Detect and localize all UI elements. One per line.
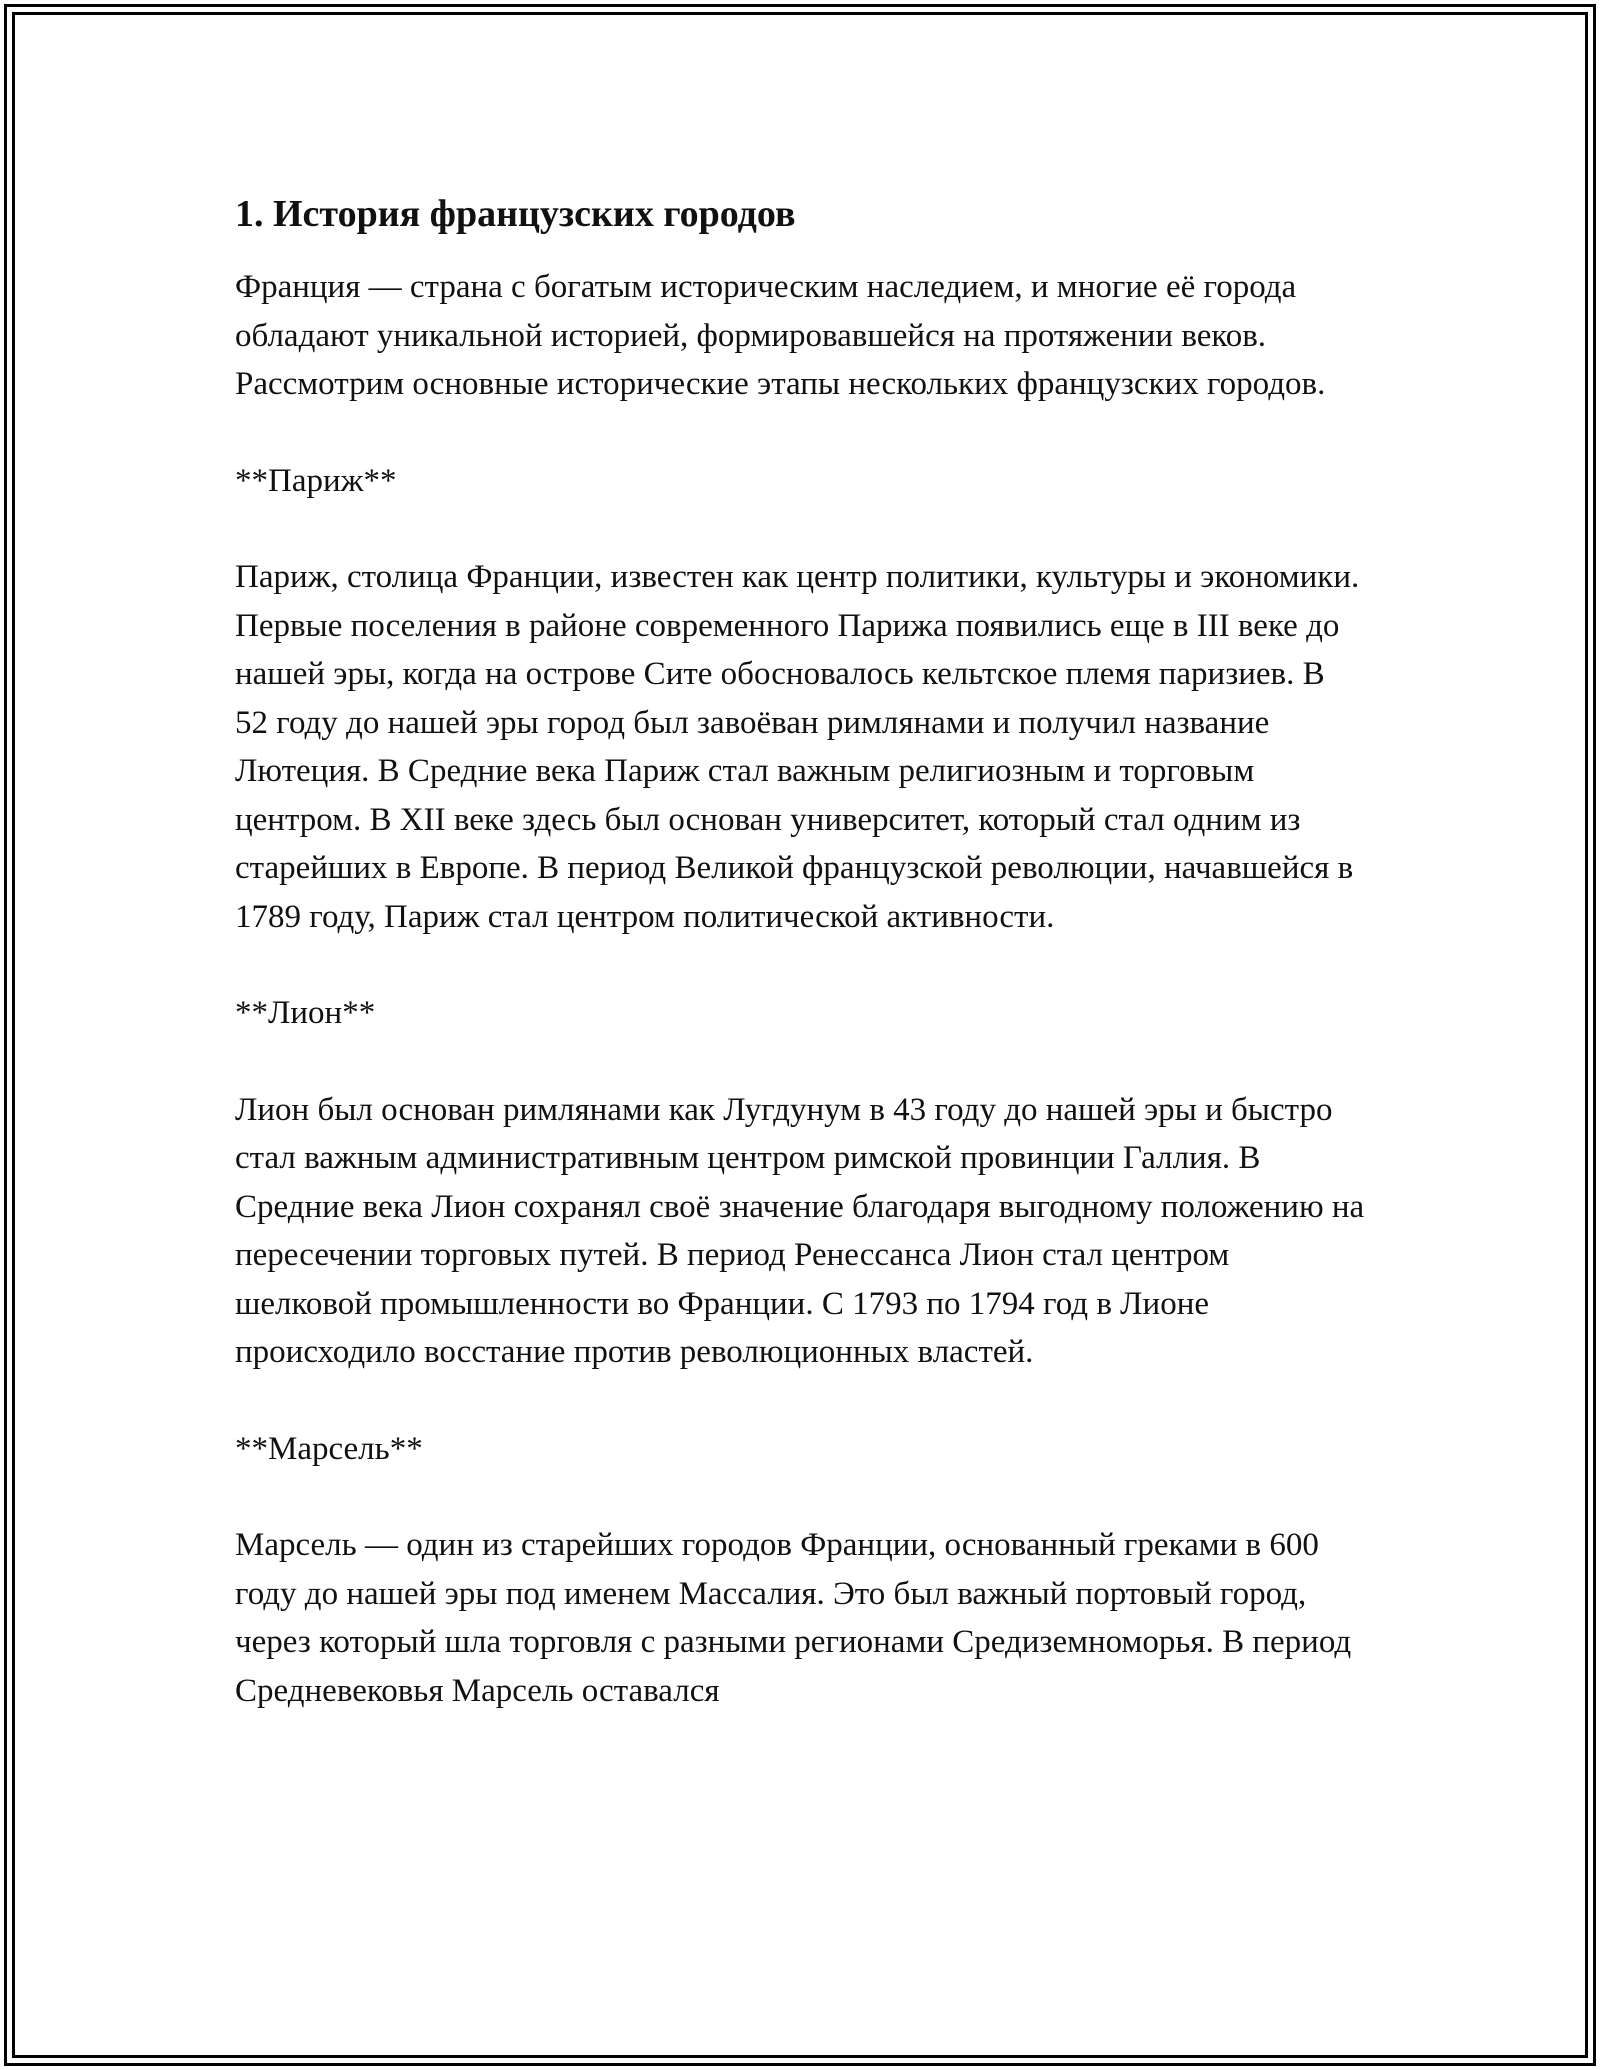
marseille-paragraph: Марсель — один из старейших городов Франции, основанный греками в 600 году до нашей эры под именем Массалия. Это был важный портовый город, через который шла торговля с разными регионами Средиземноморья. В период Средневековья Марсель оставался [235,1527,1352,1709]
document-page [235,185,1365,1715]
section-heading: 1. История французских городов [235,193,796,235]
subheading-lyon: **Лион** [235,995,376,1031]
subheading-paris: **Париж** [235,462,397,499]
subheading-marseille: **Марсель** [235,1430,423,1467]
lyon-paragraph: Лион был основан римлянами как Лугдунум в 43 году до нашей эры и быстро стал важным административным центром римской провинции Галлия. В Средние века Лион сохранял своё значение благодаря выгодному положению на пересечении торговых путей. В период Ренессанса Лион стал центром шелковой промышленности во Франции. С 1793 по 1794 год в Лионе происходило восстание против революционных властей. [235,1091,1365,1370]
paris-paragraph: Париж, столица Франции, известен как центр политики, культуры и экономики. Первые поселения в районе современного Парижа появились еще в III веке до нашей эры, когда на острове Сите обосновалось кельтское племя паризиев. В 52 году до нашей эры город был завоёван римлянами и получил название Лютеция. В Средние века Париж стал важным религиозным и торговым центром. В XII веке здесь был основан университет, который стал одним из старейших в Европе. В период Великой французской революции, начавшейся в 1789 году, Париж стал центром политической активности. [235,559,1360,935]
intro-paragraph: Франция — страна с богатым историческим наследием, и многие её города обладают уникальной историей, формировавшейся на протяжении веков. Рассмотрим основные исторические этапы нескольких французских городов. [235,269,1326,402]
